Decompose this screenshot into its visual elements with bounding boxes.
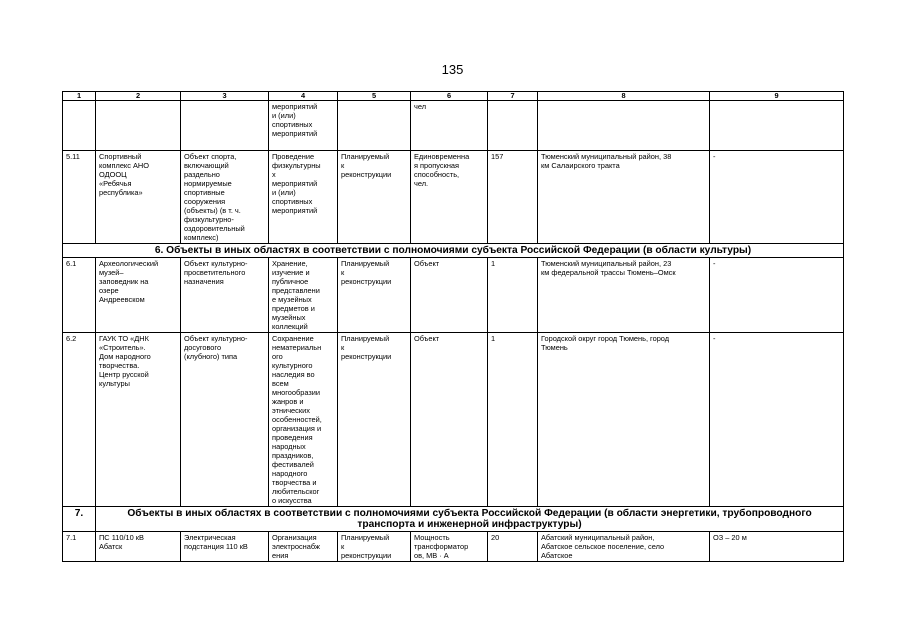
table-cell: Городской округ город Тюмень, город Тюмень xyxy=(538,333,710,507)
table-cell: 5.11 xyxy=(63,151,96,244)
table-row-7-1 xyxy=(63,532,844,562)
header-cell: 9 xyxy=(710,92,844,101)
table-cell: 157 xyxy=(488,151,538,244)
section-heading: Объекты в иных областях в соответствии с полномочиями субъекта Российской Федерации (в области энергетики, трубопроводного транспорта и инженерной инфраструктуры) xyxy=(96,507,844,532)
table-cell: Объект культурно- просветительного назначения xyxy=(181,258,269,333)
table-cell: 1 xyxy=(488,258,538,333)
table-cell: 7.1 xyxy=(63,532,96,562)
table-cell: 6.1 xyxy=(63,258,96,333)
table-cell: чел xyxy=(411,101,488,151)
table-cell: Объект xyxy=(411,258,488,333)
table-cell: ГАУК ТО «ДНК «Строитель». Дом народного творчества. Центр русской культуры xyxy=(96,333,181,507)
table-cell: 1 xyxy=(488,333,538,507)
section-number: 7. xyxy=(63,507,96,532)
header-cell: 2 xyxy=(96,92,181,101)
table-cell: ПС 110/10 кВ Абатск xyxy=(96,532,181,562)
table-cell: 20 xyxy=(488,532,538,562)
table-cell: Археологический музей– заповедник на озере Андреевском xyxy=(96,258,181,333)
table-header-row xyxy=(63,92,844,101)
table-cell xyxy=(710,101,844,151)
objects-table xyxy=(62,91,844,562)
table-cell: Проведение физкультурны х мероприятий и (или) спортивных мероприятий xyxy=(269,151,338,244)
table-cell: Планируемый к реконструкции xyxy=(338,333,411,507)
table-cell: Спортивный комплекс АНО ОДООЦ «Ребячья республика» xyxy=(96,151,181,244)
header-cell: 4 xyxy=(269,92,338,101)
table-row-continuation xyxy=(63,101,844,151)
header-cell: 1 xyxy=(63,92,96,101)
table-row-6-1 xyxy=(63,258,844,333)
header-cell: 7 xyxy=(488,92,538,101)
section-heading-row xyxy=(63,507,844,532)
table-cell: Планируемый к реконструкции xyxy=(338,532,411,562)
table-cell: Единовременна я пропускная способность, чел. xyxy=(411,151,488,244)
section-heading-row xyxy=(63,244,844,258)
table-cell: Тюменский муниципальный район, 38 км Салаирского тракта xyxy=(538,151,710,244)
table-cell: - xyxy=(710,151,844,244)
table-cell: Сохранение нематериальн ого культурного наследия во всем многообразии жанров и этнических особенностей, организация и проведения народных праздников, фестивалей народного творчества и любительског о искусства xyxy=(269,333,338,507)
table-cell: ОЗ – 20 м xyxy=(710,532,844,562)
table-cell xyxy=(63,101,96,151)
header-cell: 8 xyxy=(538,92,710,101)
header-cell: 6 xyxy=(411,92,488,101)
table-row-6-2 xyxy=(63,333,844,507)
table-cell: Объект xyxy=(411,333,488,507)
table-cell xyxy=(338,101,411,151)
table-row-5-11 xyxy=(63,151,844,244)
table-cell xyxy=(96,101,181,151)
table-cell xyxy=(538,101,710,151)
table-cell: Планируемый к реконструкции xyxy=(338,258,411,333)
table-cell: Объект спорта, включающий раздельно нормируемые спортивные сооружения (объекты) (в т. ч. физкультурно- оздоровительный комплекс) xyxy=(181,151,269,244)
table-cell: Электрическая подстанция 110 кВ xyxy=(181,532,269,562)
table-cell: Организация электроснабж ения xyxy=(269,532,338,562)
table-cell: - xyxy=(710,333,844,507)
table-cell: Абатский муниципальный район, Абатское сельское поселение, село Абатское xyxy=(538,532,710,562)
table-cell: Мощность трансформатор ов, МВ · А xyxy=(411,532,488,562)
section-heading: 6. Объекты в иных областях в соответствии с полномочиями субъекта Российской Федерации (в области культуры) xyxy=(63,244,844,258)
header-cell: 3 xyxy=(181,92,269,101)
table-cell: Тюменский муниципальный район, 23 км федеральной трассы Тюмень–Омск xyxy=(538,258,710,333)
table-cell xyxy=(181,101,269,151)
table-cell: Объект культурно- досугового (клубного) типа xyxy=(181,333,269,507)
page-number: 135 xyxy=(441,62,464,77)
table-cell: Хранение, изучение и публичное представлени е музейных предметов и музейных коллекций xyxy=(269,258,338,333)
header-cell: 5 xyxy=(338,92,411,101)
table-cell: - xyxy=(710,258,844,333)
table-cell: 6.2 xyxy=(63,333,96,507)
table-cell: Планируемый к реконструкции xyxy=(338,151,411,244)
table-cell: мероприятий и (или) спортивных мероприятий xyxy=(269,101,338,151)
table-cell xyxy=(488,101,538,151)
